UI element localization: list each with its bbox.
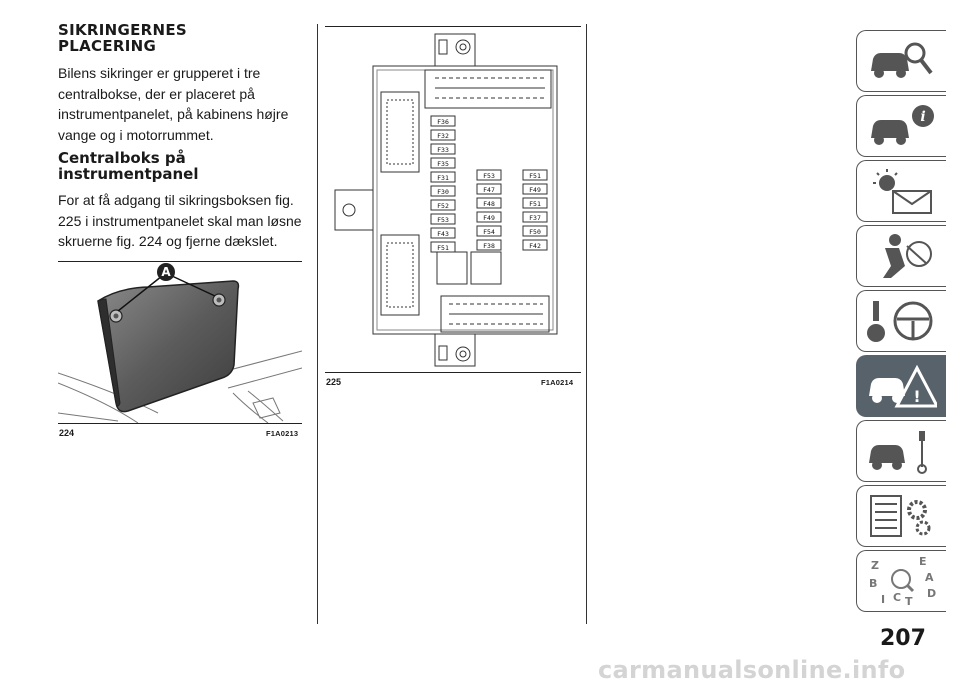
- fuse-label: F38: [483, 242, 495, 250]
- tab-warning-lights[interactable]: [856, 160, 946, 222]
- fuse-label: F33: [437, 146, 449, 154]
- key-steering-wheel-icon: [865, 297, 937, 345]
- intro-line: instrumentpanelet, på kabinens højre: [58, 106, 289, 122]
- intro-line: vange og i motorrummet.: [58, 126, 214, 143]
- fuse-label: F35: [437, 160, 449, 168]
- svg-text:C: C: [893, 591, 902, 604]
- fuse-label: F49: [529, 186, 541, 194]
- svg-text:E: E: [919, 557, 927, 568]
- car-wrench-icon: [865, 427, 937, 475]
- tab-maintenance[interactable]: [856, 420, 946, 482]
- warning-light-envelope-icon: [865, 167, 937, 215]
- fuse-label: F43: [437, 230, 449, 238]
- tab-index[interactable]: [856, 550, 946, 612]
- fuse-column-2: [477, 170, 501, 250]
- fuse-label: F50: [529, 228, 541, 236]
- fuse-label: F30: [437, 188, 449, 196]
- svg-text:A: A: [925, 571, 934, 584]
- tab-dashboard-knowledge[interactable]: [856, 30, 946, 92]
- body-line: skruerne fig. 224 og fjerne dækslet.: [58, 233, 278, 249]
- tab-safety-airbag[interactable]: [856, 225, 946, 287]
- figure-225-number: 225: [326, 377, 342, 387]
- fuse-column-3: [523, 170, 547, 250]
- column-divider-left: [317, 24, 318, 624]
- figure-224-number: 224: [59, 428, 75, 438]
- subsection-title-line-2: instrumentpanel: [58, 165, 199, 183]
- intro-line: centralbokse, der er placeret på: [58, 85, 255, 102]
- watermark: carmanualsonline.info: [598, 656, 906, 684]
- body-line: 225 i instrumentpanelet skal man løsne: [58, 212, 302, 229]
- fuse-label: F36: [437, 118, 449, 126]
- tab-emergency[interactable]: [856, 355, 946, 417]
- fuse-label: F42: [529, 242, 541, 250]
- fuse-label: F52: [437, 202, 449, 210]
- fuse-label: F53: [483, 172, 495, 180]
- car-info-icon: [865, 102, 937, 150]
- svg-text:T: T: [905, 595, 913, 605]
- page-number: 207: [880, 626, 926, 651]
- svg-text:i: i: [920, 109, 926, 125]
- intro-line: Bilens sikringer er grupperet i tre: [58, 65, 261, 81]
- figure-224-illustration: [58, 263, 302, 423]
- svg-text:B: B: [869, 577, 878, 590]
- fuse-label: F49: [483, 214, 495, 222]
- fuse-label: F48: [483, 200, 495, 208]
- fuse-column-1: [431, 116, 455, 252]
- svg-text:!: !: [913, 387, 921, 406]
- section-title-line-2: PLACERING: [58, 37, 157, 55]
- fuse-label: F47: [483, 186, 495, 194]
- column-divider-right: [586, 24, 587, 624]
- body-paragraph: [58, 190, 302, 252]
- fuse-label: F32: [437, 132, 449, 140]
- seat-airbag-icon: [865, 232, 937, 280]
- tab-safety-info[interactable]: [856, 95, 946, 157]
- body-line: For at få adgang til sikringsboksen fig.: [58, 192, 294, 208]
- figure-225-fuse-box: [325, 30, 581, 370]
- fuse-label: F37: [529, 214, 541, 222]
- subsection-title: [58, 150, 199, 182]
- figure-224-top-rule: [58, 261, 302, 262]
- fuse-label: F51: [437, 244, 449, 252]
- section-title-line-1: SIKRINGERNES: [58, 21, 188, 39]
- subsection-title-line-1: Centralboks på: [58, 149, 186, 167]
- fuse-label: F51: [529, 172, 541, 180]
- list-gears-icon: [865, 492, 937, 540]
- figure-225-top-rule: [325, 26, 581, 27]
- fuse-label: F53: [437, 216, 449, 224]
- figure-225-code: F1A0214: [541, 378, 574, 387]
- svg-text:Z: Z: [871, 559, 879, 572]
- fuse-label: F31: [437, 174, 449, 182]
- svg-text:D: D: [927, 587, 937, 600]
- svg-text:I: I: [881, 593, 886, 605]
- tab-starting-driving[interactable]: [856, 290, 946, 352]
- fuse-label: F54: [483, 228, 495, 236]
- tab-technical-data[interactable]: [856, 485, 946, 547]
- callout-a-label: A: [161, 265, 171, 279]
- chapter-tabs: [856, 30, 948, 615]
- figure-224-bottom-rule: [58, 423, 302, 424]
- figure-225-bottom-rule: [325, 372, 581, 373]
- intro-paragraph: [58, 63, 288, 145]
- car-magnifier-icon: [865, 37, 937, 85]
- alphabet-index-icon: [865, 557, 937, 605]
- section-title: [58, 22, 187, 54]
- car-crash-warning-icon: [865, 362, 937, 410]
- figure-224-code: F1A0213: [266, 429, 299, 438]
- fuse-label: F51: [529, 200, 541, 208]
